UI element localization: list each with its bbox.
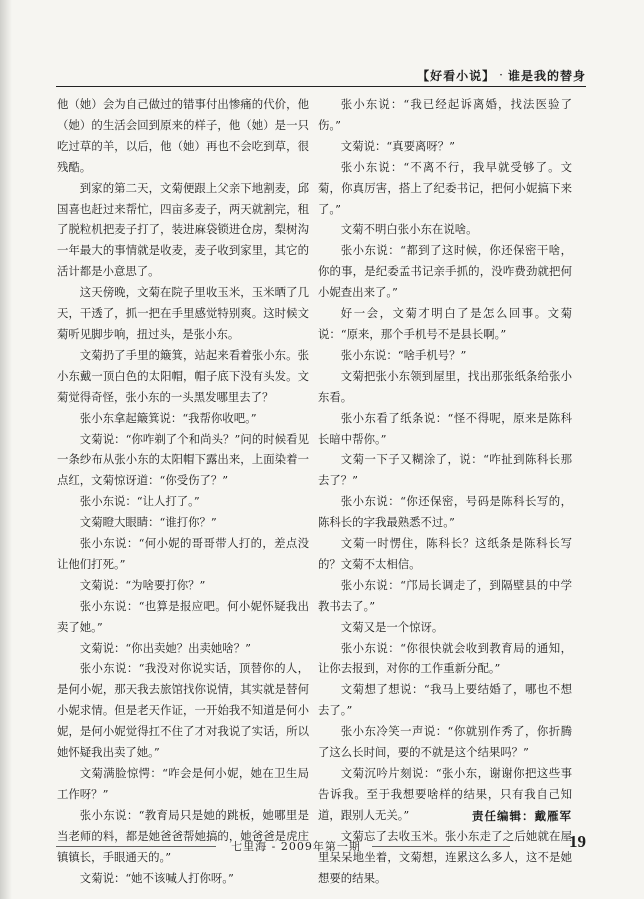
paragraph: 文菊满脸惊愕：“咋会是何小妮，她在卫生局工作呀？” — [57, 766, 309, 801]
header-separator: · — [499, 68, 504, 82]
paragraph: 张小东说：“你很快就会收到教育局的通知，让你去报到，对你的工作重新分配。” — [318, 640, 572, 676]
footer-journal: 七里海 - 2009年第一期 — [231, 840, 361, 853]
paragraph: 张小东拿起簸箕说：“我帮你收吧。” — [79, 410, 257, 425]
paragraph: 文菊又是一个惊讶。 — [340, 619, 444, 634]
paragraph: 张小东说：“都到了这时候，你还保密干啥，你的事，是纪委孟书记亲手抓的，没咋费劲就把何小妮查出来了。” — [318, 243, 572, 300]
right-text-column — [318, 94, 572, 888]
paragraph: 文菊扔了手里的簸箕，站起来看着张小东。张小东戴一顶白色的太阳帽，帽子底下没有头发。文菊觉得奇怪，张小东的一头黑发哪里去了？ — [57, 347, 309, 404]
page-number: 19 — [569, 832, 586, 851]
paragraph: 文菊不明白张小东在说啥。 — [340, 222, 478, 237]
paragraph: 张小东冷笑一声说：“你就别作秀了，你折腾了这么长时间，要的不就是这个结果吗？” — [318, 724, 572, 760]
paragraph: 文菊一时愣住，陈科长？这纸条是陈科长写的？文菊不太相信。 — [318, 536, 572, 571]
paragraph: 这天傍晚，文菊在院子里收玉米，玉米晒了几天，干透了，抓一把在手里感觉特别爽。这时候文菊听见脚步响，扭过头，是张小东。 — [57, 285, 309, 341]
paragraph: 文菊说：“你咋剃了个和尚头？”问的时候看见一条纱布从张小东的太阳帽下露出来，上面染着一点红，文菊惊讶道：“你受伤了？” — [57, 431, 309, 488]
paragraph: 张小东说：“你还保密，号码是陈科长写的，陈科长的字我最熟悉不过。” — [318, 494, 572, 530]
paragraph: 文菊忘了去收玉米。张小东走了之后她就在屋里呆呆地坐着，文菊想，连累这么多人，这不是她想要的结果。 — [318, 828, 572, 885]
paragraph: 张小东说：“邝局长调走了，到隔壁县的中学教书去了。” — [318, 577, 572, 613]
paragraph: 文菊瞪大眼睛：“谁打你？” — [79, 515, 217, 530]
footer-rule-right — [372, 846, 510, 847]
paragraph: 文菊一下子又糊涂了，说：“咋扯到陈科长那去了？” — [318, 452, 572, 488]
page-header — [417, 66, 586, 84]
paragraph: 文菊想了想说：“我马上要结婚了，哪也不想去了。” — [318, 682, 572, 718]
page-gutter-shadow — [0, 0, 12, 899]
paragraph: 张小东说：“也算是报应吧。何小妮怀疑我出卖了她。” — [57, 598, 309, 634]
paragraph: 张小东说：“啥手机号？” — [340, 347, 467, 362]
paragraph: 张小东说：“我没对你说实话，顶替你的人，是何小妮，那天我去旅馆找你说情，其实就是替何小妮求情。但是老天作证，一开始我不知道是何小妮，是何小妮觉得扛不住了才对我说了实话，所以她怀疑我出卖了她。” — [57, 661, 309, 760]
paragraph: 张小东说：“让人打了。” — [79, 494, 200, 509]
left-text-column — [57, 94, 309, 888]
editor-credit: 责任编辑：戴雁军 — [472, 809, 572, 823]
paragraph: 文菊把张小东领到屋里，找出那张纸条给张小东看。 — [318, 368, 572, 404]
paragraph: 文菊说：“为啥要打你？” — [79, 577, 206, 592]
story-title: 谁是我的替身 — [507, 68, 586, 83]
section-label: 【好看小说】 — [417, 68, 496, 83]
paragraph: 张小东说：“我已经起诉离婚，找法医验了伤。” — [318, 97, 572, 132]
paragraph: 张小东看了纸条说：“怪不得呢，原来是陈科长暗中帮你。” — [318, 410, 572, 446]
paragraph: 文菊说：“真要离呀？” — [340, 138, 455, 153]
paragraph: 张小东说：“教育局只是她的跳板，她哪里是当老师的料，都是她爸爸帮她搞的，她爸爸是虎庄镇镇长，手眼通天的。” — [57, 807, 309, 864]
header-rule — [56, 86, 586, 87]
paragraph: 好一会，文菊才明白了是怎么回事。文菊说：“原来，那个手机号不是县长啊。” — [318, 306, 572, 341]
paragraph: 文菊说：“她不该喊人打你呀。” — [79, 870, 234, 885]
paragraph: 张小东说：“不离不行，我早就受够了。文菊，你真厉害，搭上了纪委书记，把何小妮搞下来了。” — [318, 159, 572, 216]
paragraph: 他（她）会为自己做过的错事付出惨痛的代价，他（她）的生活会回到原来的样子，他（她）是一只吃过草的羊，以后，他（她）再也不会吃到草，很残酷。 — [57, 97, 309, 174]
paragraph: 到家的第二天，文菊便跟上父亲下地割麦，邱国喜也赶过来帮忙，四亩多麦子，两天就割完，租了脱粒机把麦子打了，装进麻袋锁进仓房，梨树沟一年最大的事情就是收麦，麦子收到家里，其它的活计都是小意思了。 — [57, 180, 309, 279]
paragraph: 文菊沉吟片刻说：“张小东，谢谢你把这些事告诉我。至于我想要啥样的结果，只有我自己知道，跟别人无关。” — [318, 766, 572, 822]
footer-rule-left — [56, 846, 216, 847]
paragraph: 张小东说：“何小妮的哥哥带人打的，差点没让他们打死。” — [57, 536, 309, 571]
paragraph: 文菊说：“你出卖她？出卖她啥？” — [79, 640, 251, 655]
